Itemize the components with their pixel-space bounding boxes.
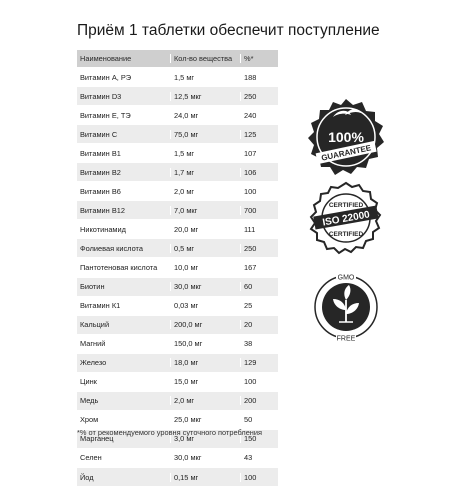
svg-text:ISO 22000: ISO 22000 [321,209,371,229]
nutrient-amount: 1,5 мг [171,73,241,82]
nutrient-amount: 2,0 мг [171,187,241,196]
nutrient-percent: 38 [244,339,253,349]
nutrient-amount: 200,0 мг [171,320,241,329]
nutrient-name: Витамин В1 [77,149,171,158]
nutrient-amount: 0,5 мг [171,244,241,253]
nutrient-name: Хром [77,415,171,424]
svg-text:CERTIFIED: CERTIFIED [328,231,364,238]
guarantee-badge [305,97,387,179]
footnote: *% от рекомендуемого уровня суточного потребления [77,428,263,437]
nutrient-percent: 111 [244,224,256,234]
nutrient-percent: 200 [244,396,257,406]
nutrient-amount: 24,0 мг [171,111,241,120]
nutrient-percent: 107 [244,148,257,158]
nutrient-name: Никотинамид [77,225,171,234]
nutrient-amount: 1,7 мг [171,168,241,177]
nutrient-amount: 18,0 мг [171,358,241,367]
table-row [77,201,278,220]
table-row [77,335,278,354]
nutrient-amount: 1,5 мг [171,149,241,158]
table-row [77,316,278,335]
nutrient-amount: 0,03 мг [171,301,241,310]
table-row [77,392,278,411]
nutrient-name: Железо [77,358,171,367]
nutrient-amount: 20,0 мг [171,225,241,234]
nutrient-percent: 100 [244,472,257,482]
header-amount: Кол-во вещества [171,54,241,63]
nutrient-amount: 150,0 мг [171,339,241,348]
table-row [77,239,278,258]
gmo-free-badge [312,270,380,344]
nutrient-name: Кальций [77,320,171,329]
table-row [77,125,278,144]
iso-seal-icon [308,180,384,256]
nutrient-name: Селен [77,453,171,462]
nutrient-percent: 188 [244,72,257,82]
nutrient-percent: 43 [244,453,253,463]
nutrient-name: Витамин Е, ТЭ [77,111,171,120]
gmo-free-icon [312,270,380,344]
nutrient-percent: 129 [244,358,257,368]
nutrient-amount: 15,0 мг [171,377,241,386]
nutrient-name: Биотин [77,282,171,291]
table-row [77,278,278,297]
table-row [77,144,278,163]
nutrition-table [77,50,278,487]
svg-text:CERTIFIED: CERTIFIED [328,202,364,209]
nutrient-percent: 100 [244,377,257,387]
table-header-row [77,50,278,68]
nutrient-name: Витамин А, РЭ [77,73,171,82]
nutrient-percent: 50 [244,415,253,425]
nutrient-amount: 10,0 мг [171,263,241,272]
table-row [77,163,278,182]
nutrient-percent: 167 [244,262,257,272]
nutrient-percent: 240 [244,110,257,120]
nutrient-amount: 0,15 мг [171,473,241,482]
nutrient-amount: 75,0 мг [171,130,241,139]
nutrient-percent: 150 [244,434,257,444]
nutrient-name: Витамин В12 [77,206,171,215]
table-row [77,373,278,392]
nutrient-amount: 25,0 мкг [171,415,241,424]
table-row [77,258,278,277]
nutrient-name: Марганец [77,434,171,443]
nutrient-name: Фолиевая кислота [77,244,171,253]
nutrient-percent: 250 [244,243,257,253]
nutrient-name: Йод [77,473,171,482]
nutrient-amount: 30,0 мкг [171,282,241,291]
nutrient-amount: 30,0 мкг [171,453,241,462]
nutrient-percent: 125 [244,129,257,139]
nutrient-percent: 20 [244,320,253,330]
nutrient-name: Цинк [77,377,171,386]
svg-text:GMO: GMO [337,274,355,282]
nutrient-percent: 700 [244,205,257,215]
table-row [77,297,278,316]
nutrient-name: Медь [77,396,171,405]
svg-text:100%: 100% [328,129,364,145]
nutrient-amount: 2,0 мг [171,396,241,405]
table-row [77,449,278,468]
header-name: Наименование [77,54,171,63]
nutrient-amount: 12,5 мкг [171,92,241,101]
table-row [77,468,278,487]
nutrient-amount: 7,0 мкг [171,206,241,215]
nutrient-name: Магний [77,339,171,348]
table-row [77,68,278,87]
nutrient-name: Витамин В6 [77,187,171,196]
table-row [77,182,278,201]
iso-badge [308,180,384,256]
nutrient-percent: 60 [244,282,253,292]
table-row [77,220,278,239]
svg-text:FREE: FREE [336,335,356,343]
nutrient-percent: 106 [244,167,257,177]
nutrient-amount: 3,0 мг [171,434,241,443]
table-row [77,106,278,125]
nutrient-percent: 100 [244,186,257,196]
table-row [77,87,278,106]
header-percent: %* [244,54,254,63]
nutrient-percent: 250 [244,91,257,101]
svg-text:GUARANTEE: GUARANTEE [320,143,372,163]
nutrient-name: Витамин С [77,130,171,139]
nutrient-percent: 25 [244,301,253,311]
nutrient-name: Витамин В2 [77,168,171,177]
nutrient-name: Пантотеновая кислота [77,263,171,272]
guarantee-seal-icon [305,97,387,179]
table-row [77,354,278,373]
nutrient-name: Витамин D3 [77,92,171,101]
page-title: Приём 1 таблетки обеспечит поступление [77,22,380,39]
nutrient-name: Витамин К1 [77,301,171,310]
